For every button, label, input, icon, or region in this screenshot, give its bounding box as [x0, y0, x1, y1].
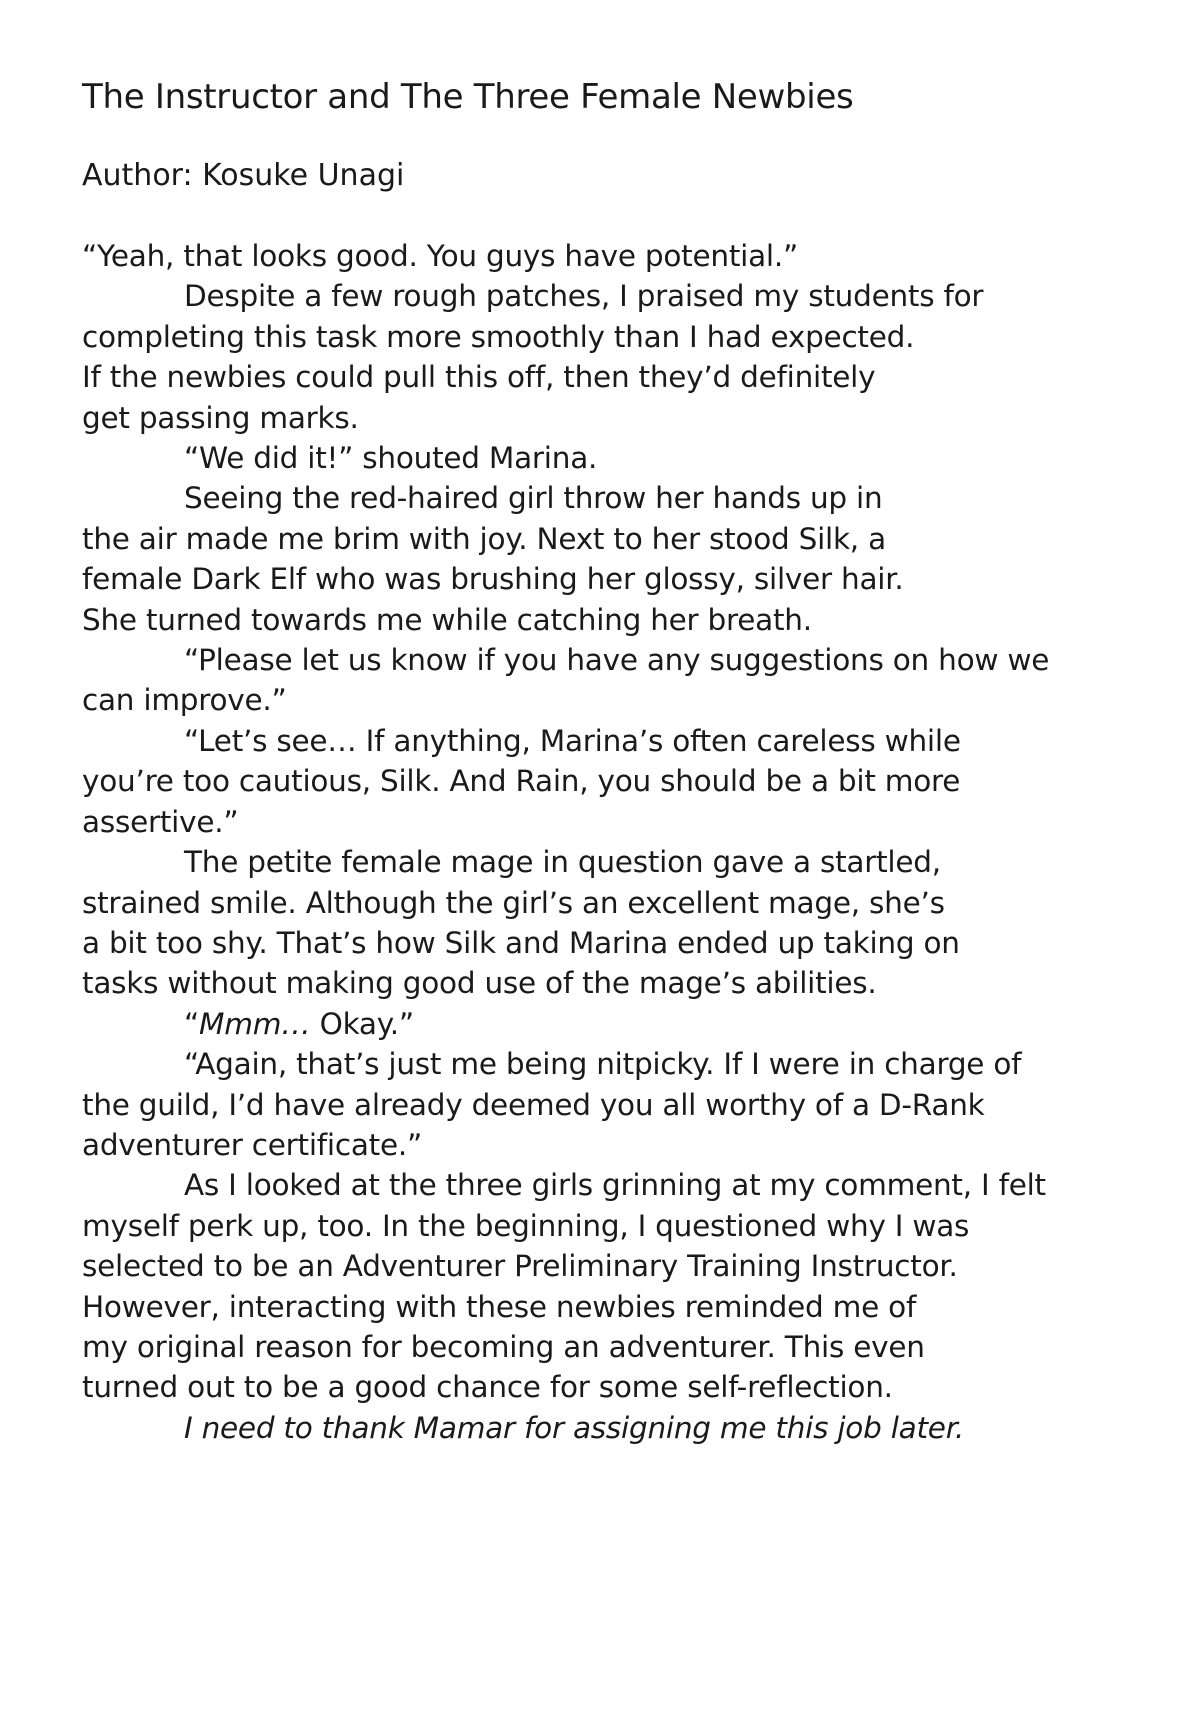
body-line: “Again, that’s just me being nitpicky. If I were in charge of [184, 1047, 1022, 1082]
body-line: you’re too cautious, Silk. And Rain, you should be a bit more [82, 764, 961, 799]
body-line: completing this task more smoothly than I had expected. [82, 319, 915, 354]
body-line: the guild, I’d have already deemed you all worthy of a D-Rank [82, 1087, 985, 1122]
body-line: can improve.” [82, 683, 287, 718]
author-line: Author: Kosuke Unagi [82, 158, 405, 193]
story-title: The Instructor and The Three Female Newbies [82, 77, 854, 117]
body-line: tasks without making good use of the mage’s abilities. [82, 966, 877, 1001]
body-line: my original reason for becoming an adventurer. This even [82, 1329, 925, 1364]
closing-thought: I need to thank Mamar for assigning me this job later. [184, 1410, 964, 1445]
body-line: “We did it!” shouted Marina. [184, 441, 598, 476]
body-line: “Please let us know if you have any suggestions on how we [184, 643, 1050, 678]
story-body [82, 236, 1172, 1448]
body-line: get passing marks. [82, 400, 359, 435]
body-line: female Dark Elf who was brushing her glossy, silver hair. [82, 562, 904, 597]
page [82, 72, 1172, 1448]
body-line: Despite a few rough patches, I praised my students for [184, 279, 984, 314]
body-line: assertive.” [82, 804, 239, 839]
body-line: Seeing the red-haired girl throw her hands up in [184, 481, 883, 516]
body-line: strained smile. Although the girl’s an excellent mage, she’s [82, 885, 945, 920]
body-line: the air made me brim with joy. Next to her stood Silk, a [82, 521, 886, 556]
body-line: myself perk up, too. In the beginning, I questioned why I was [82, 1208, 970, 1243]
body-line: “Yeah, that looks good. You guys have potential.” [82, 239, 799, 273]
mmm-rest: Okay.” [310, 1006, 414, 1041]
body-line: turned out to be a good chance for some self-reflection. [82, 1370, 893, 1405]
mmm-line [82, 1004, 1172, 1044]
body-line: If the newbies could pull this off, then they’d definitely [82, 360, 876, 395]
body-line: a bit too shy. That’s how Silk and Marina ended up taking on [82, 925, 960, 960]
body-line: However, interacting with these newbies reminded me of [82, 1289, 917, 1324]
body-line: She turned towards me while catching her breath. [82, 602, 812, 637]
body-line: selected to be an Adventurer Preliminary Training Instructor. [82, 1249, 958, 1284]
body-line: The petite female mage in question gave a startled, [184, 845, 941, 880]
body-line: As I looked at the three girls grinning at my comment, I felt [184, 1168, 1046, 1203]
mmm-open-quote: “ [184, 1006, 200, 1041]
body-line: “Let’s see… If anything, Marina’s often careless while [184, 723, 961, 758]
mmm-italic: Mmm… [199, 1006, 311, 1041]
body-line: adventurer certificate.” [82, 1127, 423, 1162]
